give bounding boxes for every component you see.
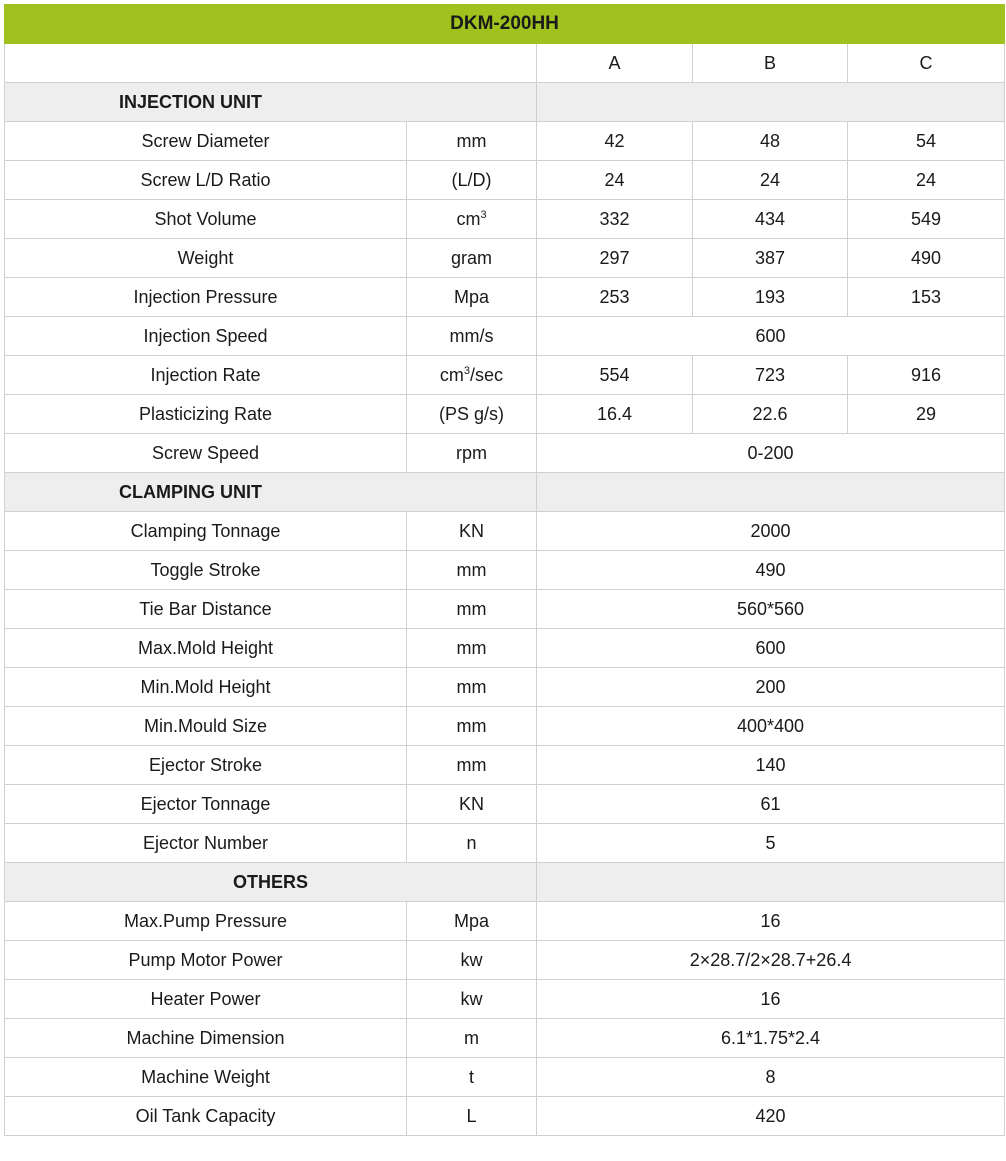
row-unit: n	[407, 824, 537, 863]
row-value-merged: 2000	[537, 512, 1005, 551]
row-value-merged: 8	[537, 1058, 1005, 1097]
row-value-merged: 560*560	[537, 590, 1005, 629]
row-unit: mm	[407, 668, 537, 707]
row-value-a: 42	[537, 122, 693, 161]
column-header-a: A	[537, 44, 693, 83]
row-value-a: 16.4	[537, 395, 693, 434]
row-unit: KN	[407, 785, 537, 824]
row-unit: kw	[407, 941, 537, 980]
row-label: Ejector Tonnage	[5, 785, 407, 824]
row-label: Heater Power	[5, 980, 407, 1019]
row-unit: gram	[407, 239, 537, 278]
row-value-c: 54	[848, 122, 1005, 161]
row-label: Pump Motor Power	[5, 941, 407, 980]
row-unit: Mpa	[407, 278, 537, 317]
row-value-b: 48	[693, 122, 848, 161]
section-blank-cell	[537, 473, 1005, 512]
table-row	[5, 1097, 1005, 1136]
table-row	[5, 941, 1005, 980]
row-value-merged: 490	[537, 551, 1005, 590]
row-unit: t	[407, 1058, 537, 1097]
column-header-c: C	[848, 44, 1005, 83]
row-value-merged: 420	[537, 1097, 1005, 1136]
section-injection-row	[5, 83, 1005, 122]
table-row	[5, 824, 1005, 863]
row-unit: mm	[407, 551, 537, 590]
column-header-row	[5, 44, 1005, 83]
row-unit: mm	[407, 590, 537, 629]
table-row	[5, 980, 1005, 1019]
section-blank-cell	[537, 863, 1005, 902]
row-label: Ejector Stroke	[5, 746, 407, 785]
row-unit: (L/D)	[407, 161, 537, 200]
row-label: Machine Dimension	[5, 1019, 407, 1058]
table-row	[5, 629, 1005, 668]
row-value-merged: 16	[537, 980, 1005, 1019]
row-value-merged: 0-200	[537, 434, 1005, 473]
unit-base: cm	[439, 365, 464, 385]
row-value-merged: 61	[537, 785, 1005, 824]
row-unit	[407, 200, 537, 239]
row-unit: mm	[407, 122, 537, 161]
unit-superscript: 3	[480, 209, 487, 221]
row-value-b: 723	[693, 356, 848, 395]
row-value-a: 297	[537, 239, 693, 278]
table-row	[5, 395, 1005, 434]
unit-suffix: /sec	[470, 365, 504, 385]
header-blank-cell	[5, 44, 537, 83]
row-label: Max.Pump Pressure	[5, 902, 407, 941]
page-title: DKM-200HH	[5, 5, 1005, 44]
section-title-others: OTHERS	[5, 863, 537, 902]
row-value-merged: 16	[537, 902, 1005, 941]
spec-table-body	[5, 5, 1005, 1136]
row-label: Injection Speed	[5, 317, 407, 356]
table-row	[5, 668, 1005, 707]
row-value-b: 24	[693, 161, 848, 200]
table-row	[5, 356, 1005, 395]
table-row	[5, 590, 1005, 629]
row-value-c: 153	[848, 278, 1005, 317]
section-blank-cell	[537, 83, 1005, 122]
row-value-merged: 200	[537, 668, 1005, 707]
row-value-c: 549	[848, 200, 1005, 239]
row-label: Plasticizing Rate	[5, 395, 407, 434]
row-label: Injection Pressure	[5, 278, 407, 317]
row-unit: mm/s	[407, 317, 537, 356]
row-label: Min.Mold Height	[5, 668, 407, 707]
row-unit: mm	[407, 629, 537, 668]
row-label: Machine Weight	[5, 1058, 407, 1097]
row-value-merged: 140	[537, 746, 1005, 785]
table-row	[5, 551, 1005, 590]
row-unit: (PS g/s)	[407, 395, 537, 434]
table-row	[5, 1019, 1005, 1058]
row-unit	[407, 356, 537, 395]
row-value-b: 22.6	[693, 395, 848, 434]
title-row	[5, 5, 1005, 44]
section-title-clamping: CLAMPING UNIT	[5, 473, 537, 512]
row-label: Tie Bar Distance	[5, 590, 407, 629]
row-unit: Mpa	[407, 902, 537, 941]
row-value-merged: 2×28.7/2×28.7+26.4	[537, 941, 1005, 980]
table-row	[5, 122, 1005, 161]
row-label: Toggle Stroke	[5, 551, 407, 590]
row-unit: mm	[407, 746, 537, 785]
table-row	[5, 512, 1005, 551]
table-row	[5, 278, 1005, 317]
table-row	[5, 434, 1005, 473]
section-clamping-row	[5, 473, 1005, 512]
column-header-b: B	[693, 44, 848, 83]
section-title-injection: INJECTION UNIT	[5, 83, 537, 122]
table-row	[5, 161, 1005, 200]
row-label: Weight	[5, 239, 407, 278]
table-row	[5, 707, 1005, 746]
row-value-b: 387	[693, 239, 848, 278]
row-label: Screw Diameter	[5, 122, 407, 161]
table-row	[5, 239, 1005, 278]
row-label: Min.Mould Size	[5, 707, 407, 746]
table-row	[5, 1058, 1005, 1097]
spec-table	[4, 4, 1005, 1136]
table-row	[5, 785, 1005, 824]
row-value-a: 332	[537, 200, 693, 239]
row-value-a: 253	[537, 278, 693, 317]
row-value-c: 24	[848, 161, 1005, 200]
row-label: Oil Tank Capacity	[5, 1097, 407, 1136]
row-label: Clamping Tonnage	[5, 512, 407, 551]
row-unit: L	[407, 1097, 537, 1136]
row-value-merged: 400*400	[537, 707, 1005, 746]
row-unit: mm	[407, 707, 537, 746]
row-label: Screw Speed	[5, 434, 407, 473]
row-label: Max.Mold Height	[5, 629, 407, 668]
table-row	[5, 902, 1005, 941]
row-value-a: 554	[537, 356, 693, 395]
row-value-c: 490	[848, 239, 1005, 278]
row-label: Shot Volume	[5, 200, 407, 239]
section-others-row	[5, 863, 1005, 902]
table-row	[5, 317, 1005, 356]
row-value-merged: 5	[537, 824, 1005, 863]
row-value-b: 434	[693, 200, 848, 239]
row-value-merged: 600	[537, 629, 1005, 668]
row-value-b: 193	[693, 278, 848, 317]
table-row	[5, 200, 1005, 239]
row-label: Injection Rate	[5, 356, 407, 395]
table-row	[5, 746, 1005, 785]
row-unit: m	[407, 1019, 537, 1058]
row-label: Screw L/D Ratio	[5, 161, 407, 200]
row-value-merged: 600	[537, 317, 1005, 356]
row-value-c: 916	[848, 356, 1005, 395]
row-unit: rpm	[407, 434, 537, 473]
row-value-c: 29	[848, 395, 1005, 434]
unit-base: cm	[456, 209, 481, 229]
unit-superscript: 3	[463, 365, 471, 377]
row-unit: kw	[407, 980, 537, 1019]
row-label: Ejector Number	[5, 824, 407, 863]
row-value-merged: 6.1*1.75*2.4	[537, 1019, 1005, 1058]
row-unit: KN	[407, 512, 537, 551]
row-value-a: 24	[537, 161, 693, 200]
